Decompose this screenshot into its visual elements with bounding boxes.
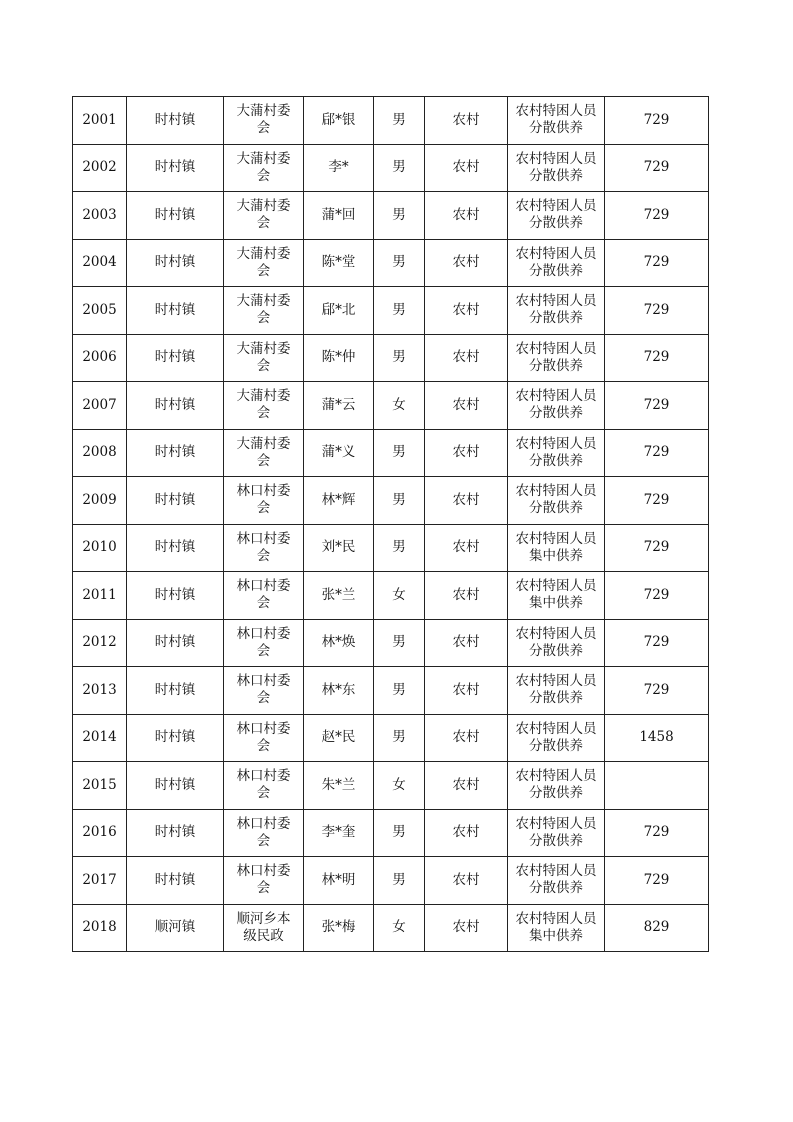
cell-amount: 729: [605, 619, 709, 667]
cell-town: 时村镇: [127, 762, 224, 810]
table-row: [73, 429, 709, 477]
table-row: [73, 97, 709, 145]
cell-category: 农村特困人员 分散供养: [508, 857, 605, 905]
cell-gender: 男: [374, 524, 425, 572]
cell-id: 2015: [73, 762, 127, 810]
cell-amount: 729: [605, 192, 709, 240]
cell-id: 2014: [73, 714, 127, 762]
table-row: [73, 192, 709, 240]
cell-town: 时村镇: [127, 667, 224, 715]
cell-village: 林口村委 会: [224, 524, 304, 572]
cell-category: 农村特困人员 分散供养: [508, 809, 605, 857]
cell-amount: 729: [605, 667, 709, 715]
cell-category: 农村特困人员 分散供养: [508, 239, 605, 287]
cell-category: 农村特困人员 分散供养: [508, 477, 605, 525]
cell-category: 农村特困人员 集中供养: [508, 904, 605, 952]
cell-town: 时村镇: [127, 382, 224, 430]
table-row: [73, 524, 709, 572]
cell-name: 蒲*义: [304, 429, 374, 477]
cell-category: 农村特困人员 分散供养: [508, 382, 605, 430]
cell-name: 郈*银: [304, 97, 374, 145]
cell-area: 农村: [425, 524, 508, 572]
cell-id: 2013: [73, 667, 127, 715]
assistance-roster-table: [72, 96, 709, 952]
cell-gender: 男: [374, 619, 425, 667]
cell-name: 李*: [304, 144, 374, 192]
cell-category: 农村特困人员 分散供养: [508, 429, 605, 477]
cell-town: 时村镇: [127, 477, 224, 525]
cell-id: 2016: [73, 809, 127, 857]
cell-amount: 729: [605, 572, 709, 620]
cell-area: 农村: [425, 762, 508, 810]
cell-gender: 男: [374, 667, 425, 715]
cell-area: 农村: [425, 334, 508, 382]
cell-category: 农村特困人员 分散供养: [508, 192, 605, 240]
cell-area: 农村: [425, 239, 508, 287]
cell-amount: 729: [605, 477, 709, 525]
table-row: [73, 239, 709, 287]
cell-category: 农村特困人员 分散供养: [508, 97, 605, 145]
cell-gender: 男: [374, 97, 425, 145]
table-row: [73, 619, 709, 667]
cell-area: 农村: [425, 382, 508, 430]
cell-area: 农村: [425, 572, 508, 620]
cell-amount: 729: [605, 524, 709, 572]
cell-amount: 1458: [605, 714, 709, 762]
cell-name: 朱*兰: [304, 762, 374, 810]
cell-gender: 男: [374, 144, 425, 192]
cell-village: 林口村委 会: [224, 857, 304, 905]
cell-village: 大蒲村委 会: [224, 144, 304, 192]
cell-id: 2009: [73, 477, 127, 525]
cell-gender: 男: [374, 857, 425, 905]
cell-area: 农村: [425, 619, 508, 667]
cell-town: 时村镇: [127, 334, 224, 382]
table-row: [73, 667, 709, 715]
cell-gender: 男: [374, 714, 425, 762]
cell-gender: 女: [374, 572, 425, 620]
cell-amount: 729: [605, 429, 709, 477]
cell-amount: 729: [605, 97, 709, 145]
cell-id: 2011: [73, 572, 127, 620]
cell-name: 张*梅: [304, 904, 374, 952]
cell-id: 2018: [73, 904, 127, 952]
cell-village: 林口村委 会: [224, 714, 304, 762]
roster-body: [73, 97, 709, 952]
cell-name: 林*焕: [304, 619, 374, 667]
cell-town: 时村镇: [127, 524, 224, 572]
cell-id: 2012: [73, 619, 127, 667]
cell-amount: 729: [605, 382, 709, 430]
cell-town: 时村镇: [127, 619, 224, 667]
cell-category: 农村特困人员 分散供养: [508, 334, 605, 382]
cell-gender: 女: [374, 904, 425, 952]
cell-id: 2017: [73, 857, 127, 905]
cell-name: 林*明: [304, 857, 374, 905]
cell-gender: 男: [374, 477, 425, 525]
cell-amount: 829: [605, 904, 709, 952]
cell-amount: [605, 762, 709, 810]
cell-gender: 男: [374, 809, 425, 857]
cell-area: 农村: [425, 809, 508, 857]
cell-area: 农村: [425, 429, 508, 477]
cell-area: 农村: [425, 667, 508, 715]
cell-id: 2010: [73, 524, 127, 572]
cell-name: 郈*北: [304, 287, 374, 335]
cell-category: 农村特困人员 分散供养: [508, 667, 605, 715]
cell-village: 林口村委 会: [224, 762, 304, 810]
cell-town: 时村镇: [127, 97, 224, 145]
cell-gender: 女: [374, 762, 425, 810]
cell-area: 农村: [425, 904, 508, 952]
cell-category: 农村特困人员 集中供养: [508, 524, 605, 572]
cell-amount: 729: [605, 239, 709, 287]
cell-name: 陈*仲: [304, 334, 374, 382]
cell-town: 时村镇: [127, 809, 224, 857]
cell-name: 刘*民: [304, 524, 374, 572]
cell-village: 大蒲村委 会: [224, 382, 304, 430]
cell-name: 赵*民: [304, 714, 374, 762]
cell-amount: 729: [605, 334, 709, 382]
cell-name: 李*奎: [304, 809, 374, 857]
cell-amount: 729: [605, 144, 709, 192]
cell-gender: 男: [374, 287, 425, 335]
table-row: [73, 762, 709, 810]
cell-village: 林口村委 会: [224, 809, 304, 857]
table-row: [73, 287, 709, 335]
cell-village: 大蒲村委 会: [224, 287, 304, 335]
cell-category: 农村特困人员 分散供养: [508, 619, 605, 667]
cell-id: 2004: [73, 239, 127, 287]
table-row: [73, 857, 709, 905]
cell-id: 2006: [73, 334, 127, 382]
cell-area: 农村: [425, 714, 508, 762]
cell-area: 农村: [425, 192, 508, 240]
cell-id: 2008: [73, 429, 127, 477]
table-row: [73, 904, 709, 952]
cell-town: 顺河镇: [127, 904, 224, 952]
cell-area: 农村: [425, 477, 508, 525]
cell-gender: 女: [374, 382, 425, 430]
cell-id: 2001: [73, 97, 127, 145]
cell-village: 大蒲村委 会: [224, 334, 304, 382]
table-row: [73, 334, 709, 382]
cell-category: 农村特困人员 分散供养: [508, 287, 605, 335]
cell-amount: 729: [605, 857, 709, 905]
cell-town: 时村镇: [127, 192, 224, 240]
cell-village: 林口村委 会: [224, 477, 304, 525]
cell-gender: 男: [374, 192, 425, 240]
table-row: [73, 572, 709, 620]
cell-town: 时村镇: [127, 857, 224, 905]
cell-name: 张*兰: [304, 572, 374, 620]
cell-village: 大蒲村委 会: [224, 239, 304, 287]
cell-village: 林口村委 会: [224, 667, 304, 715]
cell-town: 时村镇: [127, 287, 224, 335]
cell-town: 时村镇: [127, 572, 224, 620]
table-row: [73, 144, 709, 192]
cell-category: 农村特困人员 分散供养: [508, 762, 605, 810]
cell-area: 农村: [425, 144, 508, 192]
cell-id: 2003: [73, 192, 127, 240]
cell-category: 农村特困人员 分散供养: [508, 144, 605, 192]
cell-amount: 729: [605, 287, 709, 335]
cell-amount: 729: [605, 809, 709, 857]
table-row: [73, 477, 709, 525]
cell-name: 林*辉: [304, 477, 374, 525]
cell-village: 顺河乡本 级民政: [224, 904, 304, 952]
table-row: [73, 382, 709, 430]
cell-name: 林*东: [304, 667, 374, 715]
cell-category: 农村特困人员 分散供养: [508, 714, 605, 762]
cell-id: 2005: [73, 287, 127, 335]
cell-village: 大蒲村委 会: [224, 97, 304, 145]
cell-area: 农村: [425, 857, 508, 905]
cell-town: 时村镇: [127, 144, 224, 192]
cell-village: 大蒲村委 会: [224, 192, 304, 240]
cell-id: 2002: [73, 144, 127, 192]
table-row: [73, 809, 709, 857]
cell-town: 时村镇: [127, 429, 224, 477]
cell-village: 大蒲村委 会: [224, 429, 304, 477]
cell-name: 陈*堂: [304, 239, 374, 287]
cell-gender: 男: [374, 239, 425, 287]
cell-id: 2007: [73, 382, 127, 430]
cell-town: 时村镇: [127, 714, 224, 762]
cell-town: 时村镇: [127, 239, 224, 287]
cell-category: 农村特困人员 集中供养: [508, 572, 605, 620]
cell-area: 农村: [425, 97, 508, 145]
table-row: [73, 714, 709, 762]
cell-gender: 男: [374, 334, 425, 382]
cell-village: 林口村委 会: [224, 572, 304, 620]
cell-village: 林口村委 会: [224, 619, 304, 667]
cell-name: 蒲*云: [304, 382, 374, 430]
cell-name: 蒲*回: [304, 192, 374, 240]
cell-area: 农村: [425, 287, 508, 335]
cell-gender: 男: [374, 429, 425, 477]
